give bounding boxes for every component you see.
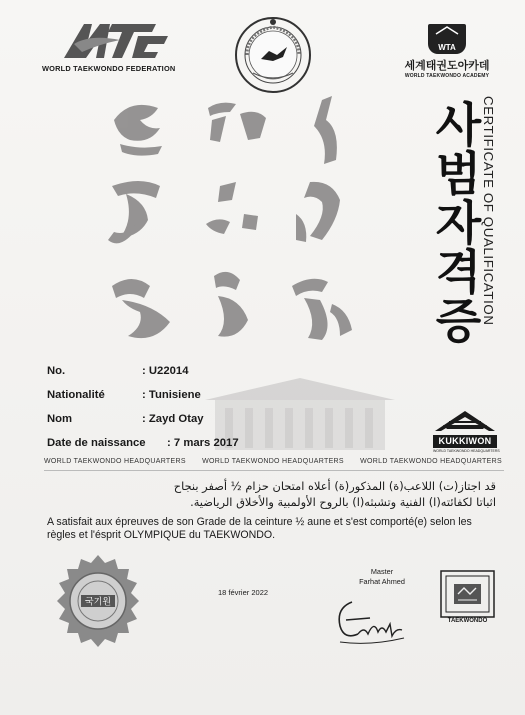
issue-date: 18 février 2022 [218,588,269,597]
farhat-stamp-sub: TAEKWONDO [447,618,488,624]
kukkiwon-sub: WORLD TAEKWONDO HEADQUARTERS [433,449,500,453]
master-block [352,567,412,587]
wta-badge [428,24,466,54]
nationality-value: : Tunisiene [142,389,201,401]
arabic-line-1: قد اجتاز(ت) اللاعب(ة) المذكور(ة) أعلاه امتحان حزام ½ أصفر بنجاح [173,479,496,493]
certificate-title: CERTIFICATE OF QUALIFICATION [481,96,496,326]
wtf-mark-icon [60,18,172,62]
row-name [47,413,307,437]
arabic-statement [46,478,496,510]
number-value: : U22014 [142,365,189,377]
korean-title: 사범자격증 [427,100,482,345]
hq-text: WORLD TAEKWONDO HEADQUARTERS [202,458,344,465]
seal-left-text: 국기원 [84,597,112,608]
kukkiwon-roof-icon [431,405,499,435]
number-label: No. [47,365,66,377]
name-label: Nom [47,413,73,425]
nationality-label: Nationalité [47,389,105,401]
wta-english-name: WORLD TAEKWONDO ACADEMY [404,73,490,79]
name-value: : Zayd Otay [142,413,204,425]
master-name: Farhat Ahmed [359,577,405,586]
farhat-stamp [440,570,495,624]
wta-korean-name: 세계태권도아카데 [404,60,490,72]
kukkiwon-seal-icon [45,553,151,653]
master-title: Master [370,567,394,576]
kukkiwon-word: KUKKIWON [433,435,497,448]
kukkiwon-logo [431,405,499,457]
birthdate-value: : 7 mars 2017 [167,437,239,449]
wtf-logo [42,18,182,76]
calligraphy-illustration [100,90,370,360]
french-statement: A satisfait aux épreuves de son Grade de la ceinture ½ aune et s'est comporté(e) selon les règles et l'ésprit OLYMPIQUE du TAEKWONDO. [47,516,472,541]
student-info [47,365,307,461]
birthdate-label: Date de naissance [47,437,146,449]
headquarters-strip [44,458,504,471]
signature [330,590,410,650]
hq-text: WORLD TAEKWONDO HEADQUARTERS [44,458,186,465]
hq-text: WORLD TAEKWONDO HEADQUARTERS [360,458,502,465]
wtf-org-name: WORLD TAEKWONDO FEDERATION [42,64,176,73]
wta-badge-text: WTA [438,43,456,52]
federation-seal-icon [233,15,313,95]
farhat-stamp-icon [440,570,495,618]
row-number [47,365,307,389]
row-nationality [47,389,307,413]
wta-emblem-icon [428,24,466,38]
wta-logo [392,24,502,84]
arabic-line-2: اثباتا لكفائته(ا) الفنية وتشبثه(ا) بالروح الأولمبية والأخلاق الرياضية. [190,495,496,509]
